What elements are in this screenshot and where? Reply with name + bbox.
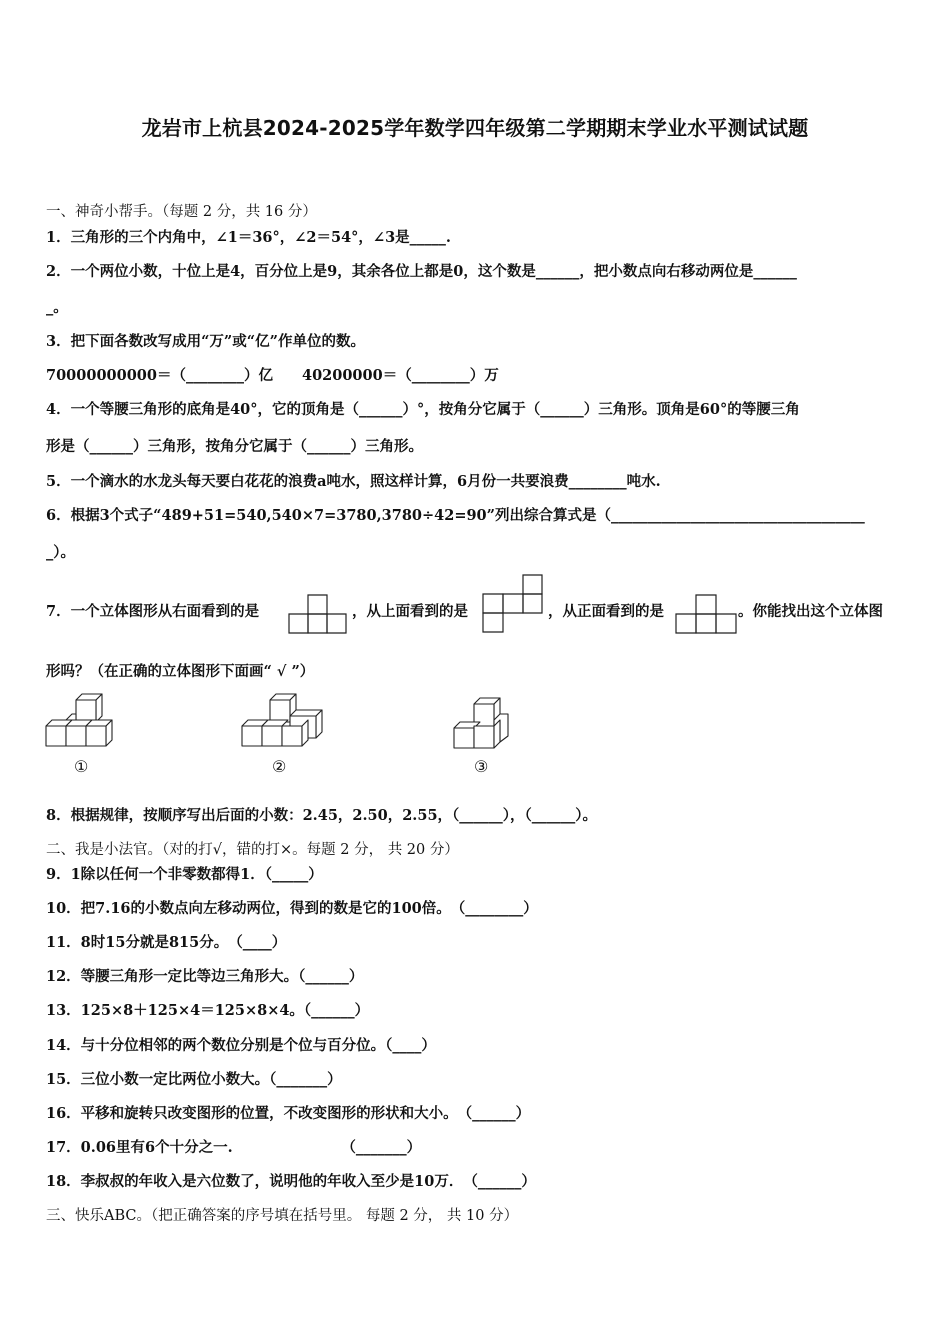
solid-figure-2 xyxy=(240,692,330,752)
question-5: 5．一个滴水的水龙头每天要白花花的浪费a吨水，照这样计算，6月份一共要浪费________吨水. xyxy=(46,473,661,490)
question-7-part2: ，从上面看到的是 xyxy=(352,603,468,620)
question-8: 8．根据规律，按顺序写出后面的小数：2.45，2.50，2.55，（______），（______）。 xyxy=(46,807,598,824)
question-9: 9．1除以任何一个非零数都得1．（_____） xyxy=(46,866,323,883)
top-view-figure xyxy=(482,574,544,634)
question-6-line1: 6．根据3个式子“489+51=540,540×7=3780,3780÷42=90”列出综合算式是（___________________________________ xyxy=(46,507,865,524)
question-14: 14．与十分位相邻的两个数位分别是个位与百分位。（____） xyxy=(46,1037,436,1054)
question-1: 1．三角形的三个内角中，∠1＝36°，∠2＝54°，∠3是_____. xyxy=(46,229,451,246)
question-17: 17．0.06里有6个十分之一. （_______） xyxy=(46,1139,422,1156)
question-7-line2: 形吗？（在正确的立体图形下面画“ √ ”） xyxy=(46,663,315,680)
question-6-line2: _）。 xyxy=(46,544,75,561)
question-7-part4: 。你能找出这个立体图 xyxy=(738,603,883,620)
question-7-part3: ，从正面看到的是 xyxy=(548,603,664,620)
figure-label-2: ② xyxy=(272,757,287,776)
question-2-line2: _。 xyxy=(46,299,68,316)
question-15: 15．三位小数一定比两位小数大。（_______） xyxy=(46,1071,342,1088)
question-13: 13．125×8＋125×4＝125×8×4。（______） xyxy=(46,1002,370,1019)
question-12: 12．等腰三角形一定比等边三角形大。（______） xyxy=(46,968,364,985)
solid-figure-1 xyxy=(44,692,124,752)
figure-label-3: ③ xyxy=(474,757,489,776)
question-7-part1: 7．一个立体图形从右面看到的是 xyxy=(46,603,260,620)
right-view-figure xyxy=(288,594,348,634)
question-16: 16．平移和旋转只改变图形的位置，不改变图形的形状和大小。 （______） xyxy=(46,1105,531,1122)
solid-figure-3 xyxy=(452,694,516,752)
figure-label-1: ① xyxy=(74,757,89,776)
question-4-line2: 形是（______）三角形，按角分它属于（______）三角形。 xyxy=(46,438,423,455)
page-title: 龙岩市上杭县2024-2025学年数学四年级第二学期期末学业水平测试试题 xyxy=(141,116,809,140)
front-view-figure xyxy=(675,594,737,634)
section2-heading: 二、我是小法官。（对的打√，错的打×。每题 2 分， 共 20 分） xyxy=(46,842,459,858)
question-10: 10．把7.16的小数点向左移动两位，得到的数是它的100倍。 （________） xyxy=(46,900,538,917)
section3-heading: 三、快乐ABC。（把正确答案的序号填在括号里。 每题 2 分， 共 10 分） xyxy=(46,1208,519,1224)
question-2-line1: 2．一个两位小数，十位上是4，百分位上是9，其余各位上都是0，这个数是______，把小数点向右移动两位是______ xyxy=(46,263,797,280)
question-3-line2: 70000000000＝（________）亿 40200000＝（________）万 xyxy=(46,367,499,384)
question-11: 11．8时15分就是815分。 （____） xyxy=(46,934,287,951)
question-4-line1: 4．一个等腰三角形的底角是40°，它的顶角是（______）°，按角分它属于（______）三角形。顶角是60°的等腰三角 xyxy=(46,401,800,418)
question-3-line1: 3．把下面各数改写成用“万”或“亿”作单位的数。 xyxy=(46,333,365,350)
section1-heading: 一、神奇小帮手。（每题 2 分，共 16 分） xyxy=(46,204,317,220)
question-18: 18．李叔叔的年收入是六位数了，说明他的年收入至少是10万． （______） xyxy=(46,1173,536,1190)
